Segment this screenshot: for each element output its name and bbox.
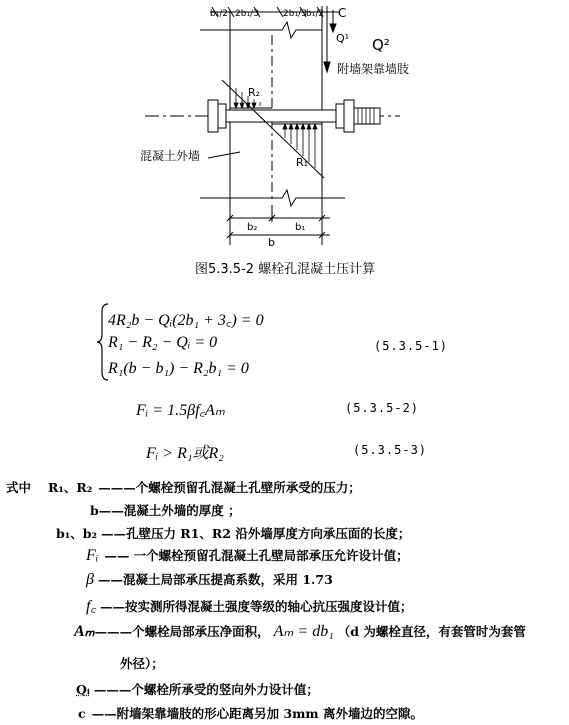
definition-fi-text: —— 一个螺栓预留孔混凝土孔壁局部承压允许设计值； <box>104 548 409 563</box>
bottom-b1-label: b₁ <box>295 222 306 233</box>
definition-b <box>90 501 241 519</box>
definition-b1-b2 <box>56 524 410 542</box>
equation-number-1: (5.3.5-1) <box>374 339 449 353</box>
definition-c-text: ——附墙架靠墙肢的形心距离另加 3mm 离外墙边的空隙。 <box>91 706 423 721</box>
equation-system-line-1: 4R₂b − Qᵢ(2b₁ + 3꜀) = 0 <box>108 312 264 329</box>
definition-am-continued <box>120 654 164 672</box>
equation-number-2: (5.3.5-2) <box>345 401 420 415</box>
definition-intro-label: 式中 <box>6 480 32 495</box>
equation-system-line-3: R₁(b − b₁) − R₂b₁ = 0 <box>108 360 249 377</box>
q-top-label: Q¹ <box>336 32 350 45</box>
bottom-dimension-lines <box>227 205 330 238</box>
equation-3: Fᵢ > R₁或R₂ <box>146 445 224 462</box>
bolt-hole-diagram <box>0 0 569 260</box>
top-label-3: 2b₁/3 <box>283 9 307 19</box>
top-label-c: C <box>338 6 347 20</box>
top-label-4: b₁/2 <box>306 9 325 19</box>
definition-r1-r2 <box>48 478 361 496</box>
definition-am-formula: Aₘ = db₁ <box>273 623 334 640</box>
definition-r-symbol: R₁、R₂ <box>48 480 93 495</box>
r1-label: R₁ <box>296 156 309 169</box>
definition-c-symbol: c <box>78 706 86 721</box>
equation-number-3: (5.3.5-3) <box>353 443 428 457</box>
definition-qi-symbol: Qᵢ <box>76 682 90 697</box>
definition-qi <box>76 680 319 698</box>
equation-system-line-2: R₁ − R₂ − Qᵢ = 0 <box>108 334 218 351</box>
bottom-b-label: b <box>268 236 275 249</box>
definition-b-symbol: b <box>90 503 99 518</box>
concrete-wall-label: 混凝土外墙 <box>140 149 201 163</box>
wall-leader-line <box>208 152 240 158</box>
definition-am-symbol: Aₘ <box>74 623 95 640</box>
equation-2: Fᵢ = 1.5βf꜀Aₘ <box>136 402 225 419</box>
definition-intro <box>6 478 31 496</box>
top-label-1: b₁/2 <box>210 9 229 19</box>
definition-am-text: ———个螺栓局部承压净面积， <box>94 624 270 639</box>
definition-beta-symbol: β <box>86 571 94 588</box>
definition-b-text: ——混凝土外墙的厚度 ； <box>98 503 241 518</box>
definition-fc-text: ——按实测所得混凝土强度等级的轴心抗压强度设计值； <box>99 599 413 614</box>
definition-beta <box>86 570 333 589</box>
definition-qi-text: ———个螺栓所承受的竖向外力设计值； <box>93 682 319 697</box>
attached-wall-leg-label: 附墙架靠墙肢 <box>337 62 410 76</box>
definition-fc <box>86 594 413 616</box>
definition-b12-text: ——孔壁压力 R1、R2 沿外墙厚度方向承压面的长度； <box>100 526 411 541</box>
definition-fi <box>86 546 409 565</box>
definition-fi-symbol: Fᵢ <box>86 547 99 564</box>
definition-r-text: ———个螺栓预留孔混凝土孔壁所承受的压力； <box>98 480 361 495</box>
definition-am-text-3: 外径）； <box>120 656 164 671</box>
definition-am <box>74 621 526 641</box>
definition-fc-symbol: f꜀ <box>86 598 96 615</box>
q-big-label: Q² <box>372 36 390 54</box>
bottom-b2-label: b₂ <box>247 222 258 233</box>
definition-beta-text: ——混凝土局部承压提高系数，采用 1.73 <box>97 572 333 587</box>
definition-b12-symbol: b₁、b₂ <box>56 526 97 541</box>
r2-label: R₂ <box>248 86 261 99</box>
bolt <box>208 100 380 132</box>
definition-c <box>78 704 423 722</box>
definition-am-text-2: （d 为螺栓直径，有套管时为套管 <box>337 624 526 639</box>
top-label-2: 2b₁/3 <box>235 9 259 19</box>
figure-caption: 图5.3.5-2 螺栓孔混凝土压计算 <box>195 262 376 277</box>
force-arrows-q <box>324 6 336 72</box>
